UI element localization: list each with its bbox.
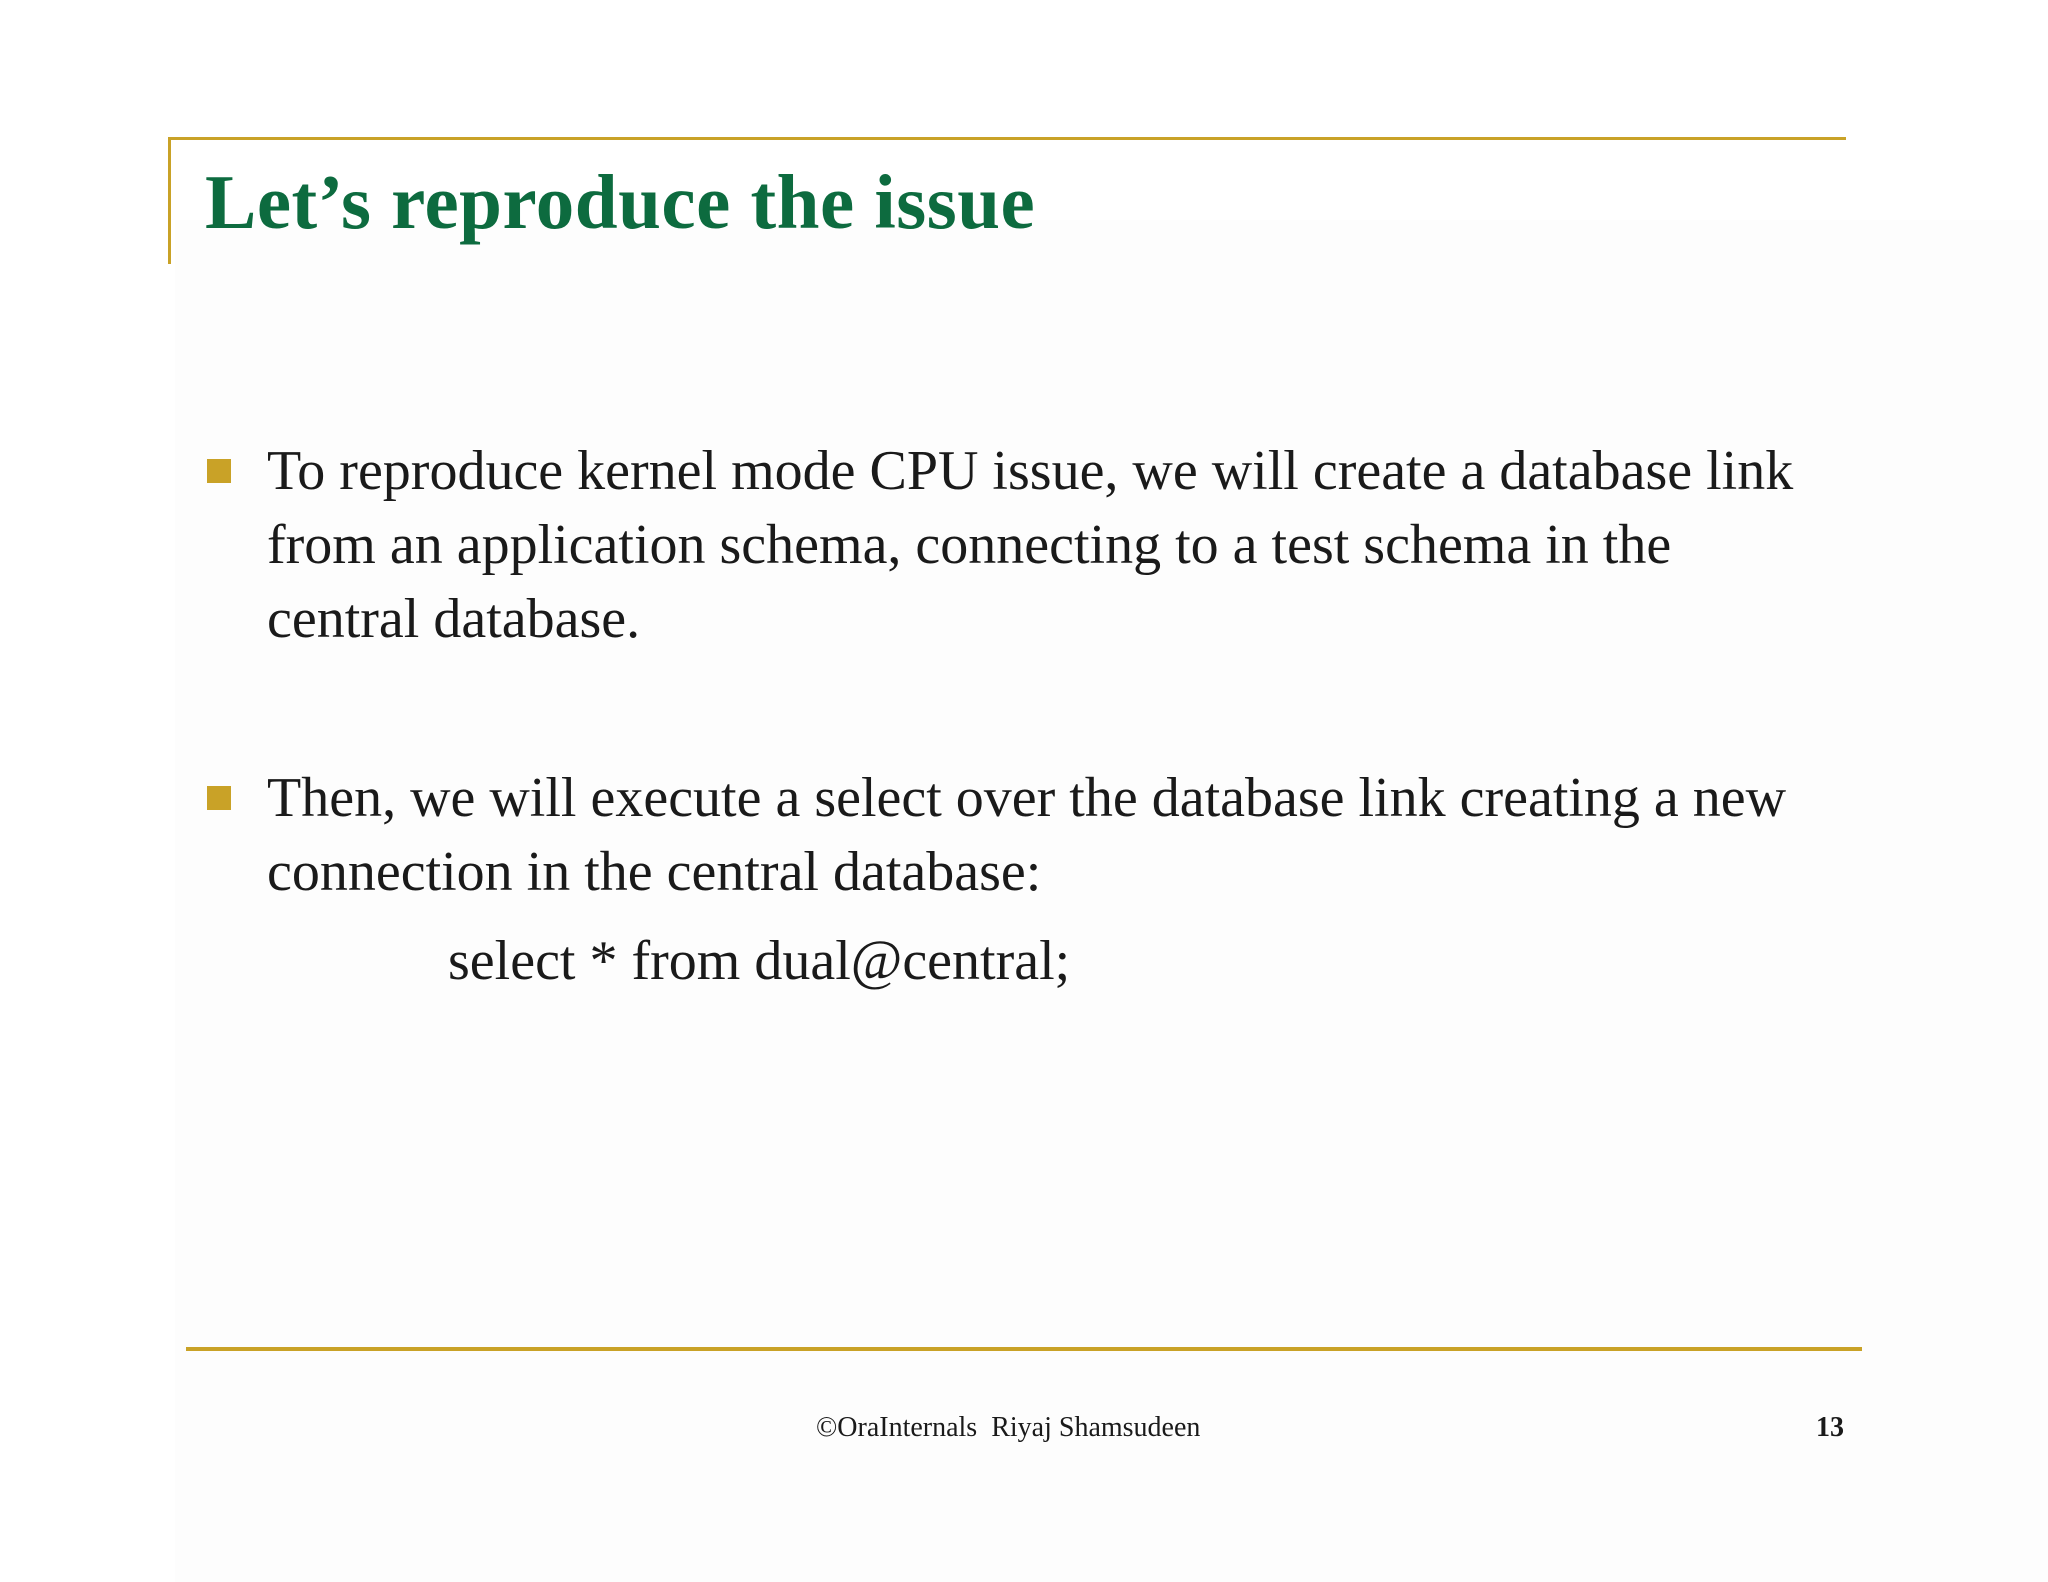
title-frame-left-rule	[168, 137, 171, 264]
footer-copyright: ©OraInternals Riyaj Shamsudeen	[816, 1412, 1201, 1443]
square-bullet-icon	[207, 459, 231, 483]
slide-title: Let’s reproduce the issue	[205, 159, 1036, 245]
square-bullet-icon	[207, 786, 231, 810]
title-frame-top-rule	[168, 137, 1846, 140]
footer-rule	[186, 1347, 1862, 1351]
bullet-text: To reproduce kernel mode CPU issue, we will create a database link from an application schema, connecting to a test schema in the central database.	[267, 440, 1794, 650]
page-number: 13	[1816, 1412, 1844, 1443]
sql-statement: select * from dual@central;	[448, 930, 1071, 992]
bullet-text: Then, we will execute a select over the database link creating a new connection in the central database:	[267, 767, 1787, 903]
